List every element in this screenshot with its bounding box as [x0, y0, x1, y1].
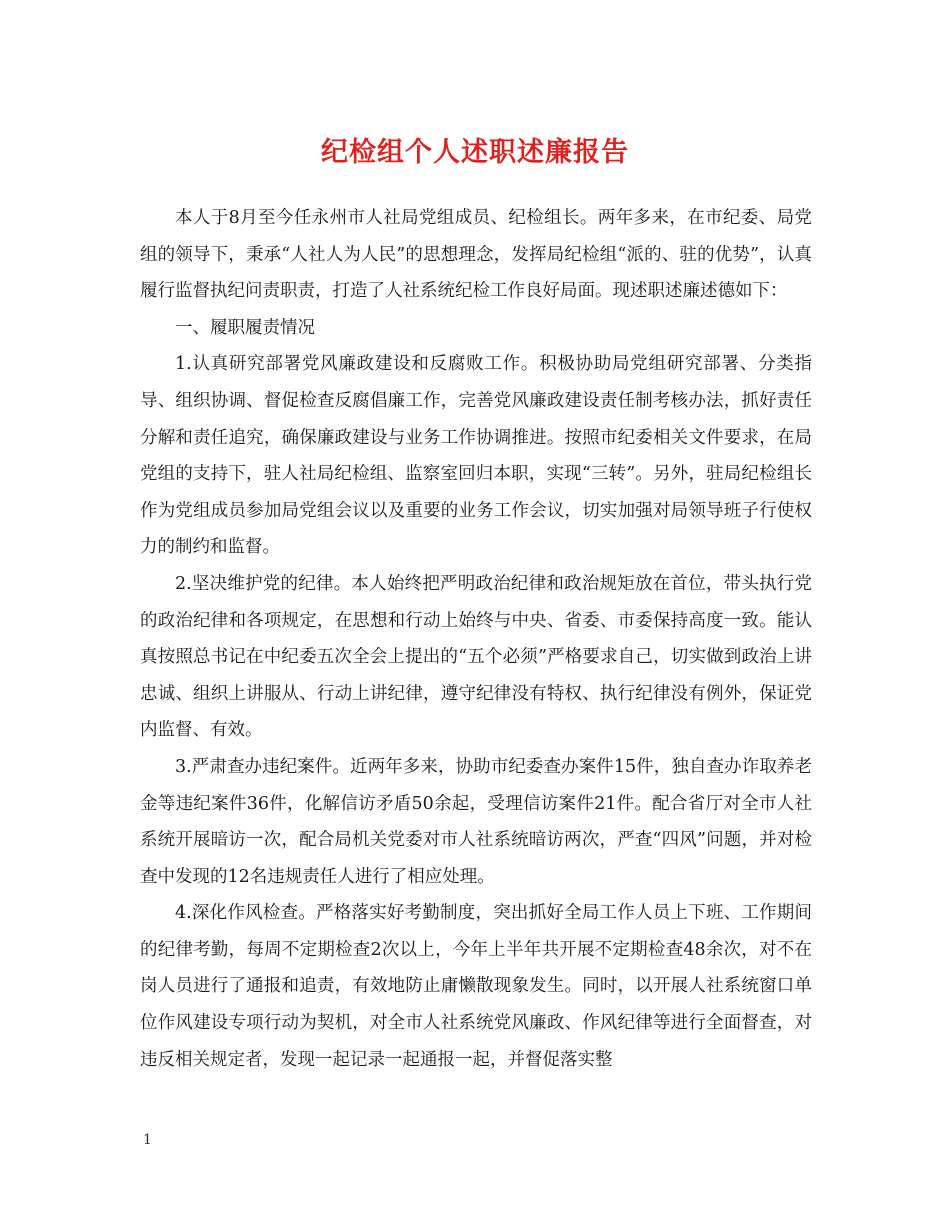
document-body — [140, 200, 812, 1078]
section-heading: 一、履职履责情况 — [175, 317, 315, 338]
paragraph-item-3: 3.严肃查办违纪案件。近两年多来，协助市纪委查办案件15件，独自查办诈取养老金等违纪案件36件，化解信访矛盾50余起，受理信访案件21件。配合省厅对全市人社系统开展暗访一次，配合局机关党委对市人社系统暗访两次，严查“四风”问题，并对检查中发现的12名违规责任人进行了相应处理。 — [140, 756, 812, 887]
paragraph-item-1: 1.认真研究部署党风廉政建设和反腐败工作。积极协助局党组研究部署、分类指导、组织协调、督促检查反腐倡廉工作，完善党风廉政建设责任制考核办法，抓好责任分解和责任追究，确保廉政建设与业务工作协调推进。按照市纪委相关文件要求，在局党组的支持下，驻人社局纪检组、监察室回归本职，实现“三转”。另外，驻局纪检组长作为党组成员参加局党组会议以及重要的业务工作会议，切实加强对局领导班子行使权力的制约和监督。 — [140, 354, 812, 558]
paragraph-item-4: 4.深化作风检查。严格落实好考勤制度，突出抓好全局工作人员上下班、工作期间的纪律考勤，每周不定期检查2次以上，今年上半年共开展不定期检查48余次，对不在岗人员进行了通报和追责，有效地防止庸懒散现象发生。同时，以开展人社系统窗口单位作风建设专项行动为契机，对全市人社系统党风廉政、作风纪律等进行全面督查，对违反相关规定者，发现一起记录一起通报一起，并督促落实整 — [140, 903, 812, 1070]
document-title: 纪检组个人述职述廉报告 — [321, 137, 629, 168]
paragraph-intro: 本人于8月至今任永州市人社局党组成员、纪检组长。两年多来，在市纪委、局党组的领导下，秉承“人社人为人民”的思想理念，发挥局纪检组“派的、驻的优势”，认真履行监督执纪问责职责，打造了人社系统纪检工作良好局面。现述职述廉述德如下： — [140, 208, 812, 302]
paragraph-item-2: 2.坚决维护党的纪律。本人始终把严明政治纪律和政治规矩放在首位，带头执行党的政治纪律和各项规定，在思想和行动上始终与中央、省委、市委保持高度一致。能认真按照总书记在中纪委五次全会上提出的“五个必须”严格要求自己，切实做到政治上讲忠诚、组织上讲服从、行动上讲纪律，遵守纪律没有特权、执行纪律没有例外，保证党内监督、有效。 — [140, 573, 812, 741]
page-number: 1 — [143, 1132, 152, 1148]
